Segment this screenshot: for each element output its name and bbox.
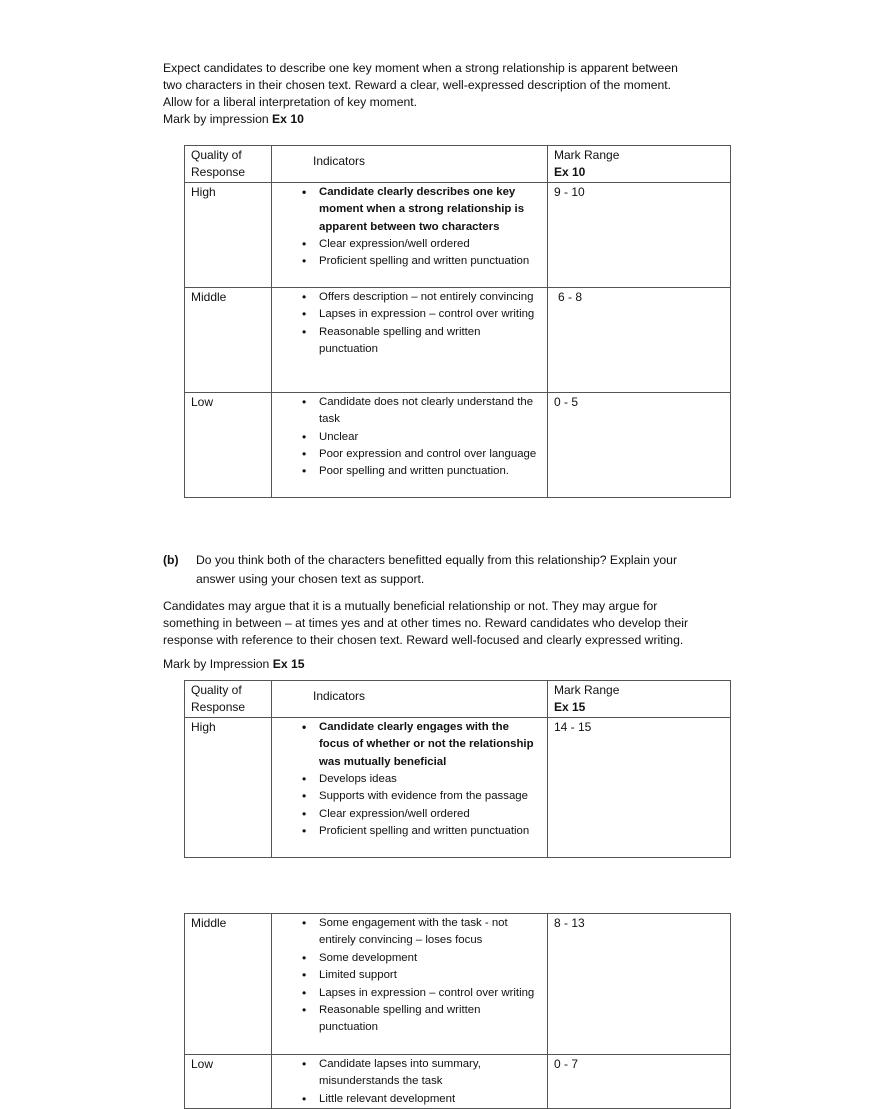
indicator-item: • Candidate does not clearly understand the task (302, 394, 534, 426)
indicator-item: • Candidate lapses into summary, misunderstands the task (302, 1057, 481, 1088)
guidance-line: Candidates may argue that it is a mutually beneficial relationship or not. They may argue for (163, 599, 658, 613)
indicator-item: • Clear expression/well ordered (302, 806, 470, 821)
table-row-high (185, 182, 731, 287)
table-row-low (185, 1055, 731, 1109)
mark-value: Ex 10 (272, 112, 304, 126)
indicator-cell (272, 287, 548, 392)
quality-header: Quality of Response (185, 146, 272, 183)
part-a-mark-line (163, 111, 743, 128)
indicator-item: • Candidate clearly describes one key moment when a strong relationship is apparent between two characters (302, 184, 525, 233)
mark-range-value: 6 - 8 (548, 287, 731, 392)
question-label: (b) (163, 553, 179, 567)
indicator-item: • Poor spelling and written punctuation. (302, 464, 509, 479)
part-b-mark-line (163, 656, 743, 673)
indicator-item: • Reasonable spelling and written punctuation (302, 1003, 481, 1034)
part-b-guidance (163, 598, 738, 649)
level-label: Low (185, 1055, 272, 1109)
indicator-cell (272, 182, 548, 287)
indicator-item: • Poor expression and control over language (302, 447, 537, 462)
mark-range-value: 0 - 5 (548, 392, 731, 497)
indicator-item: • Supports with evidence from the passage (302, 789, 528, 804)
mark-range-value: 14 - 15 (548, 717, 731, 857)
level-label: Middle (185, 914, 272, 1055)
table-header-row (185, 146, 731, 183)
part-b-mark-table-continued (184, 913, 731, 1109)
indicator-item: • Candidate clearly engages with the focus of whether or not the relationship was mutually beneficial (302, 719, 534, 768)
part-b-mark-table (184, 680, 731, 858)
indicator-item: • Proficient spelling and written punctuation (302, 254, 530, 269)
table-row-low (185, 392, 731, 497)
mark-value: Ex 15 (272, 657, 305, 671)
indicator-item: • Little relevant development (302, 1091, 456, 1106)
question-line: Do you think both of the characters benefitted equally from this relationship? Explain your (196, 553, 678, 567)
level-label: High (185, 182, 272, 287)
table-row-middle (185, 287, 731, 392)
indicator-item: • Offers description – not entirely convincing (302, 289, 534, 304)
mark-range-value: 9 - 10 (548, 182, 731, 287)
question-line: answer using your chosen text as support. (196, 572, 425, 586)
indicator-item: • Some development (302, 950, 418, 965)
table-row-middle (185, 914, 731, 1055)
level-label: Middle (185, 287, 272, 392)
guidance-line: response with reference to their chosen text. Reward well-focused and clearly expressed writing. (163, 633, 684, 647)
mark-prefix: Mark by impression (163, 112, 273, 126)
mark-range-header: Mark Range Ex 15 (548, 681, 731, 718)
part-a-intro-line: Expect candidates to describe one key moment when a strong relationship is apparent between (163, 61, 678, 75)
level-label: Low (185, 392, 272, 497)
mark-prefix: Mark by Impression (163, 657, 273, 671)
table-row-high (185, 717, 731, 857)
indicator-item: • Lapses in expression – control over writing (302, 985, 535, 1000)
indicator-item: • Reasonable spelling and written punctuation (302, 324, 481, 356)
indicator-item: • Develops ideas (302, 772, 397, 787)
indicator-item: • Unclear (302, 429, 359, 444)
mark-range-value: 8 - 13 (548, 914, 731, 1055)
indicator-cell (272, 392, 548, 497)
indicators-header: Indicators (272, 146, 548, 183)
indicator-cell (272, 1055, 548, 1109)
indicator-item: • Limited support (302, 968, 397, 983)
part-a-intro-line: two characters in their chosen text. Reward a clear, well-expressed description of the moment. (163, 78, 672, 92)
indicator-item: • Lapses in expression – control over writing (302, 307, 535, 322)
part-a-intro-line: Allow for a liberal interpretation of key moment. (163, 95, 418, 109)
guidance-line: something in between – at times yes and at other times no. Reward candidates who develop their (163, 616, 689, 630)
indicator-cell (272, 914, 548, 1055)
table-header-row (185, 681, 731, 718)
indicator-cell (272, 717, 548, 857)
indicator-item: • Some engagement with the task - not entirely convincing – loses focus (302, 916, 508, 947)
level-label: High (185, 717, 272, 857)
quality-header: Quality of Response (185, 681, 272, 718)
part-a-mark-table (184, 145, 731, 498)
mark-range-value: 0 - 7 (548, 1055, 731, 1109)
indicators-header: Indicators (272, 681, 548, 718)
mark-range-header: Mark Range Ex 10 (548, 146, 731, 183)
part-a-intro (163, 60, 743, 128)
indicator-item: • Proficient spelling and written punctuation (302, 824, 530, 839)
indicator-item: • Clear expression/well ordered (302, 237, 470, 252)
